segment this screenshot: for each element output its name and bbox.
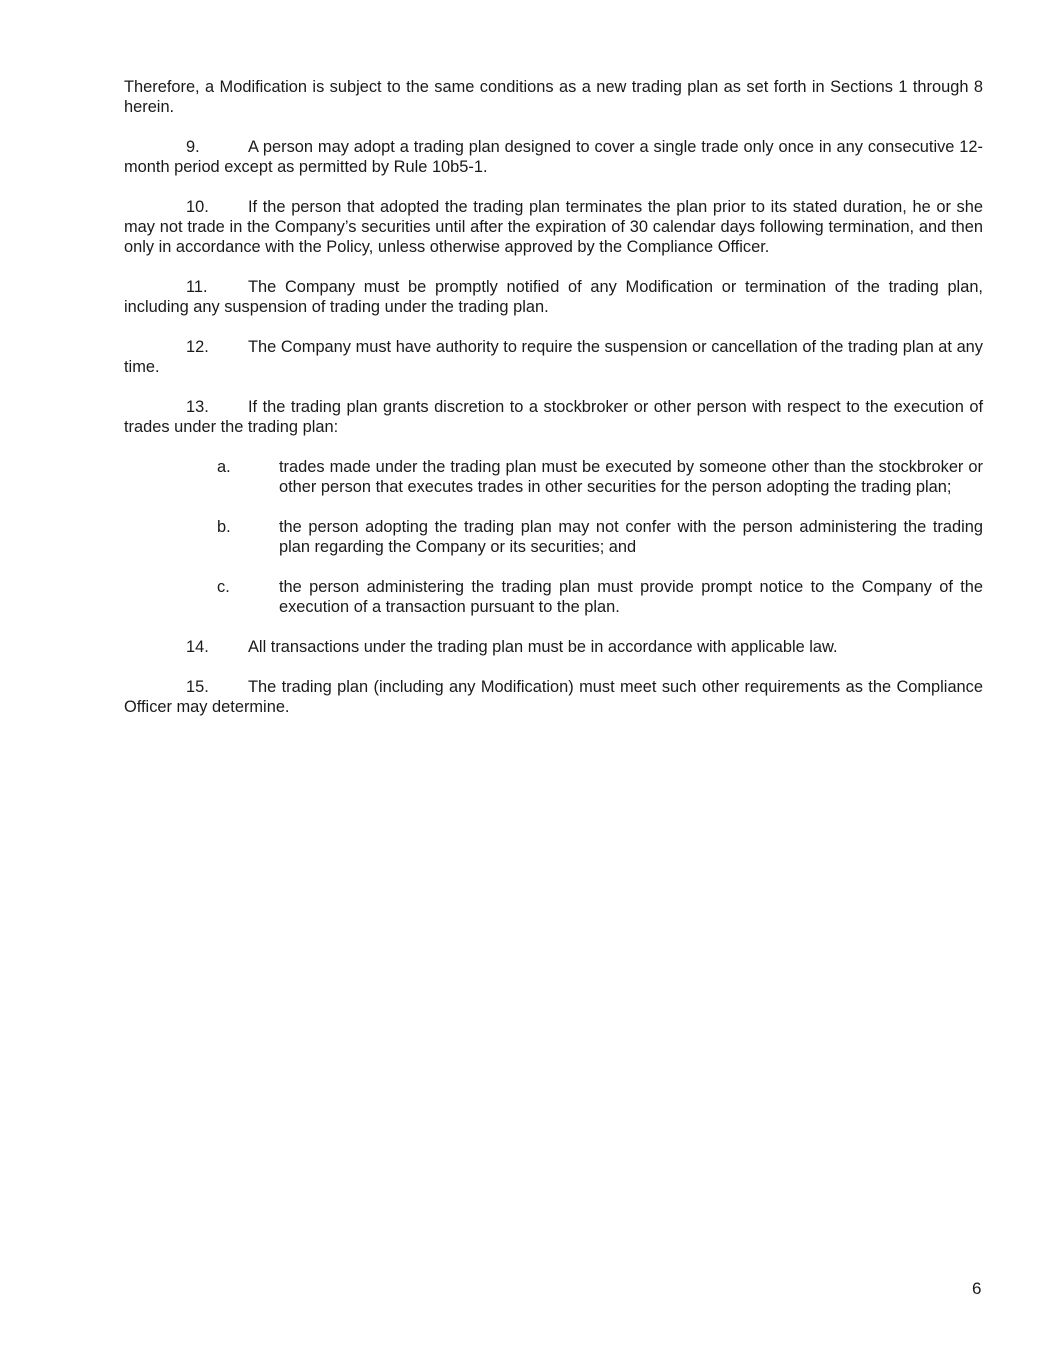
item-text: If the person that adopted the trading plan terminates the plan prior to its stated duration, he or she may not trade in the Company’s securities until after the expiration of 30 calendar days following termination, and then only in accordance with the Policy, unless otherwise approved by the Compliance Officer. xyxy=(124,198,983,256)
item-9 xyxy=(124,137,983,177)
item-text: The Company must be promptly notified of any Modification or termination of the trading plan, including any suspension of trading under the trading plan. xyxy=(124,278,983,316)
item-text: The trading plan (including any Modification) must meet such other requirements as the Compliance Officer may determine. xyxy=(124,678,983,716)
item-number: 13. xyxy=(186,398,209,416)
continuation-paragraph: Therefore, a Modification is subject to the same conditions as a new trading plan as set forth in Sections 1 through 8 herein. xyxy=(124,78,983,116)
subitem-c xyxy=(124,577,983,617)
subitem-a xyxy=(124,457,983,497)
item-number: 15. xyxy=(186,678,209,696)
page-number: 6 xyxy=(972,1279,982,1298)
item-12 xyxy=(124,337,983,377)
item-text: The Company must have authority to require the suspension or cancellation of the trading plan at any time. xyxy=(124,338,983,376)
item-number: 11. xyxy=(186,278,208,296)
item-14 xyxy=(124,637,983,657)
item-text: If the trading plan grants discretion to a stockbroker or other person with respect to the execution of trades under the trading plan: xyxy=(124,398,983,436)
subitem-letter: c. xyxy=(217,578,230,596)
item-15 xyxy=(124,677,983,717)
subitem-letter: a. xyxy=(217,458,231,476)
item-number: 14. xyxy=(186,638,209,656)
subitem-letter: b. xyxy=(217,518,231,536)
subitem-text: trades made under the trading plan must be executed by someone other than the stockbroker or other person that executes trades in other securities for the person adopting the trading plan; xyxy=(279,458,983,496)
subitem-b xyxy=(124,517,983,557)
document-page xyxy=(124,77,983,737)
subitem-text: the person adopting the trading plan may not confer with the person administering the trading plan regarding the Company or its securities; and xyxy=(279,518,983,556)
item-number: 10. xyxy=(186,198,209,216)
subitem-text: the person administering the trading plan must provide prompt notice to the Company of the execution of a transaction pursuant to the plan. xyxy=(279,578,983,616)
item-number: 12. xyxy=(186,338,209,356)
item-10 xyxy=(124,197,983,257)
item-text: A person may adopt a trading plan designed to cover a single trade only once in any consecutive 12-month period except as permitted by Rule 10b5-1. xyxy=(124,138,983,176)
item-text: All transactions under the trading plan must be in accordance with applicable law. xyxy=(248,638,838,656)
item-13 xyxy=(124,397,983,437)
item-number: 9. xyxy=(186,138,200,156)
item-11 xyxy=(124,277,983,317)
